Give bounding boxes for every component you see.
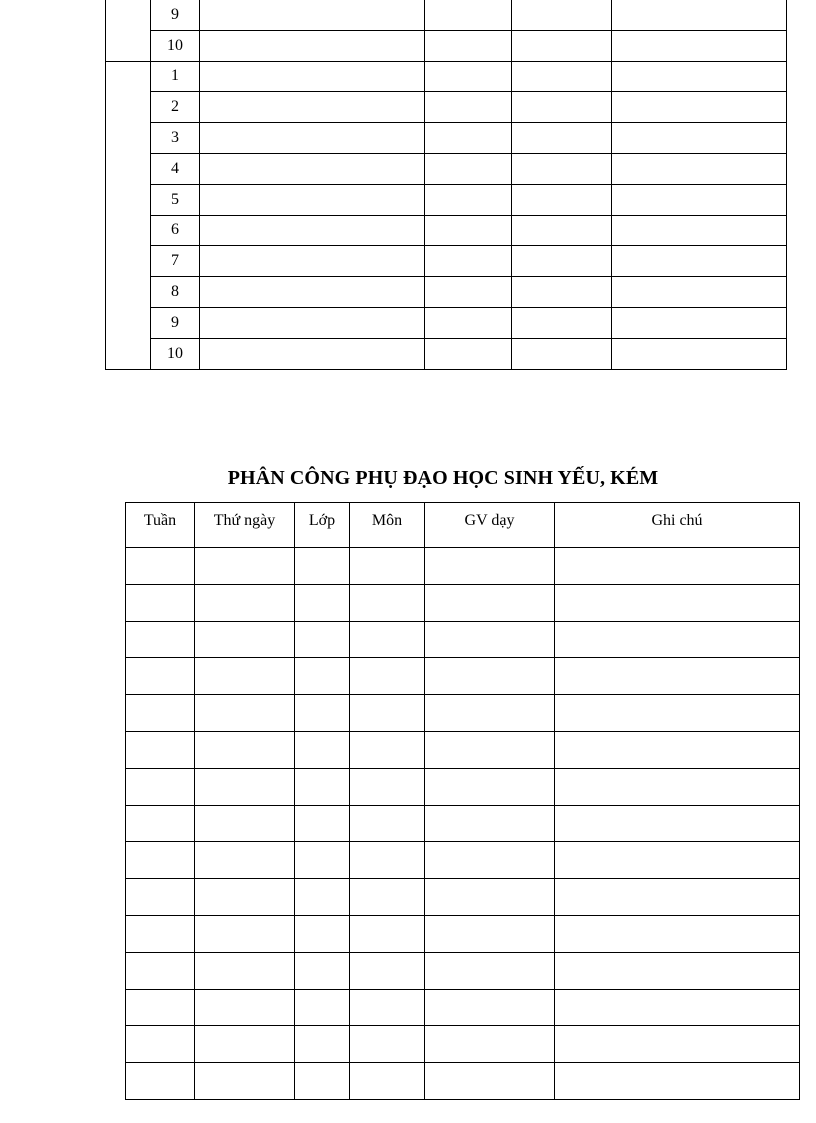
table-cell: [350, 584, 425, 621]
table-cell: [195, 768, 295, 805]
table-cell: [555, 915, 800, 952]
table-cell: [350, 1063, 425, 1100]
table-cell: [195, 952, 295, 989]
table-cell: [195, 658, 295, 695]
table-cell: [126, 731, 195, 768]
table-cell: [295, 879, 350, 916]
table-cell: [295, 989, 350, 1026]
row-number: 5: [151, 184, 200, 215]
table-row: [106, 0, 787, 30]
table-cell: [350, 842, 425, 879]
row-number: 3: [151, 123, 200, 154]
table-cell: [350, 915, 425, 952]
table-row: [106, 153, 787, 184]
header-subject: Môn: [350, 503, 425, 548]
table-cell: [350, 1026, 425, 1063]
table-row: [106, 30, 787, 61]
header-week: Tuần: [126, 503, 195, 548]
table-cell: [295, 658, 350, 695]
table-cell: [425, 731, 555, 768]
section-title: PHÂN CÔNG PHỤ ĐẠO HỌC SINH YẾU, KÉM: [227, 467, 659, 489]
table-row: [126, 584, 800, 621]
table-row: [126, 1063, 800, 1100]
table-row: [106, 61, 787, 92]
table-cell: [350, 695, 425, 732]
row-number: 9: [151, 307, 200, 338]
group-cell: [106, 61, 151, 369]
table-cell: [295, 548, 350, 585]
table-cell: [350, 989, 425, 1026]
table-cell: [295, 915, 350, 952]
table-cell: [126, 989, 195, 1026]
header-notes: Ghi chú: [555, 503, 800, 548]
assignment-rows: [126, 548, 800, 1100]
table-cell: [126, 952, 195, 989]
row-number: 1: [151, 61, 200, 92]
table-cell: [295, 805, 350, 842]
table-cell: [350, 658, 425, 695]
table-cell: [295, 1026, 350, 1063]
table-cell: [425, 621, 555, 658]
table-cell: [555, 1026, 800, 1063]
table-cell: [350, 952, 425, 989]
table-cell: [195, 842, 295, 879]
table-cell: [425, 548, 555, 585]
table-cell: [555, 584, 800, 621]
table-cell: [555, 1063, 800, 1100]
table-cell: [195, 695, 295, 732]
table-cell: [425, 584, 555, 621]
table-cell: [350, 805, 425, 842]
table-cell: [555, 658, 800, 695]
table-row: [106, 215, 787, 246]
table-row: [126, 658, 800, 695]
table-cell: [126, 1063, 195, 1100]
table-row: [106, 123, 787, 154]
table-cell: [555, 805, 800, 842]
table-cell: [425, 842, 555, 879]
table-row: [126, 879, 800, 916]
table-cell: [425, 989, 555, 1026]
table-cell: [126, 805, 195, 842]
table-cell: [350, 879, 425, 916]
table-cell: [126, 1026, 195, 1063]
table-cell: [295, 695, 350, 732]
table-cell: [195, 621, 295, 658]
table-cell: [425, 952, 555, 989]
table-cell: [195, 879, 295, 916]
table-cell: [425, 695, 555, 732]
table-cell: [555, 695, 800, 732]
table-row: [106, 277, 787, 308]
header-row: [126, 503, 800, 548]
table-cell: [425, 1026, 555, 1063]
table-cell: [295, 768, 350, 805]
table-row: [126, 805, 800, 842]
table-row: [106, 246, 787, 277]
table-cell: [425, 805, 555, 842]
table-cell: [295, 584, 350, 621]
table-cell: [295, 952, 350, 989]
table-row: [106, 184, 787, 215]
table-row: [126, 731, 800, 768]
row-number: 4: [151, 153, 200, 184]
group-cell: [106, 0, 151, 61]
table-cell: [126, 879, 195, 916]
table-cell: [195, 989, 295, 1026]
table-cell: [195, 805, 295, 842]
table-cell: [425, 879, 555, 916]
table-cell: [350, 548, 425, 585]
table-cell: [555, 879, 800, 916]
table-row: [126, 952, 800, 989]
table-row: [126, 695, 800, 732]
table-cell: [425, 768, 555, 805]
table-cell: [295, 621, 350, 658]
table-cell: [126, 621, 195, 658]
table-cell: [126, 915, 195, 952]
table-cell: [126, 842, 195, 879]
table-cell: [126, 548, 195, 585]
row-number: 6: [151, 215, 200, 246]
table-cell: [195, 1063, 295, 1100]
table-cell: [555, 768, 800, 805]
table-cell: [126, 768, 195, 805]
row-number: 7: [151, 246, 200, 277]
table-cell: [195, 915, 295, 952]
table-row: [106, 92, 787, 123]
table-cell: [126, 695, 195, 732]
table-cell: [126, 584, 195, 621]
table-cell: [195, 1026, 295, 1063]
table-cell: [555, 842, 800, 879]
tracking-table-continued: [105, 0, 787, 370]
row-number: 8: [151, 277, 200, 308]
table-row: [126, 548, 800, 585]
table-cell: [350, 731, 425, 768]
table-cell: [126, 658, 195, 695]
header-class: Lớp: [295, 503, 350, 548]
table-row: [126, 915, 800, 952]
table-row: [126, 989, 800, 1026]
header-date: Thứ ngày: [195, 503, 295, 548]
table-row: [126, 768, 800, 805]
table-cell: [350, 621, 425, 658]
table-cell: [195, 548, 295, 585]
table-cell: [295, 1063, 350, 1100]
table-cell: [195, 584, 295, 621]
row-number: 10: [151, 338, 200, 369]
table-cell: [295, 731, 350, 768]
table-cell: [555, 731, 800, 768]
table-row: [106, 338, 787, 369]
table-cell: [555, 621, 800, 658]
table-cell: [295, 842, 350, 879]
table-cell: [555, 548, 800, 585]
header-teacher: GV dạy: [425, 503, 555, 548]
table-cell: [425, 1063, 555, 1100]
table-row: [126, 1026, 800, 1063]
tutoring-assignment-table: [125, 502, 800, 1100]
table-cell: [350, 768, 425, 805]
table-row: [126, 842, 800, 879]
table-cell: [425, 915, 555, 952]
row-number: 9: [151, 0, 200, 30]
table-cell: [425, 658, 555, 695]
table-row: [126, 621, 800, 658]
row-number: 10: [151, 30, 200, 61]
row-number: 2: [151, 92, 200, 123]
table-row: [106, 307, 787, 338]
table-cell: [555, 989, 800, 1026]
table-cell: [555, 952, 800, 989]
table-cell: [195, 731, 295, 768]
